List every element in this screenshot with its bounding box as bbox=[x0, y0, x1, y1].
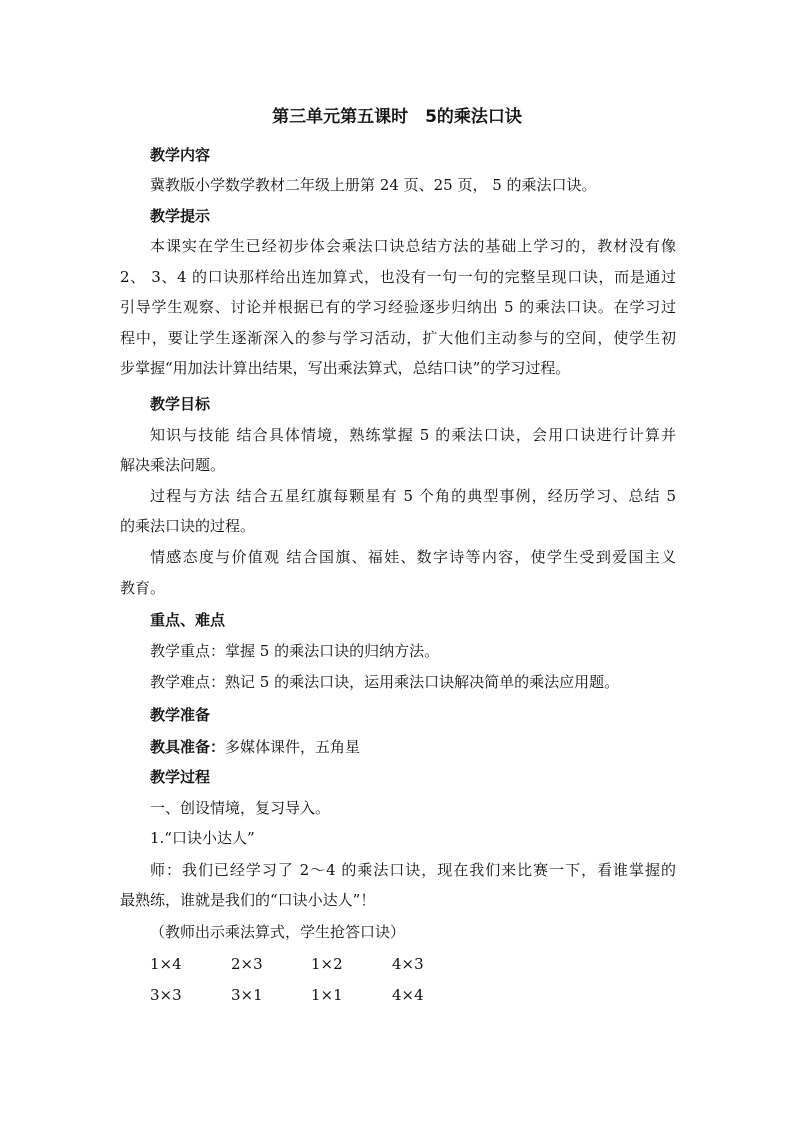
hint-line: 本课实在学生已经初步体会乘法口诀总结方法的基础上学习的，教材没有像 bbox=[150, 237, 676, 255]
hint-line: 程中，要让学生逐渐深入的参与学习活动，扩大他们主动参与的空间，使学生初 bbox=[120, 329, 676, 347]
expression: 4×3 bbox=[392, 955, 424, 973]
prep-label: 教具准备： bbox=[150, 738, 226, 756]
expression: 3×3 bbox=[150, 986, 182, 1004]
expression: 1×1 bbox=[311, 986, 343, 1004]
process-substep: 1.“口诀小达人” bbox=[150, 829, 255, 847]
prep-text: 多媒体课件，五角星 bbox=[225, 738, 361, 756]
teacher-note: （教师出示乘法算式，学生抢答口诀） bbox=[150, 923, 406, 941]
section-heading-goals: 教学目标 bbox=[150, 395, 211, 413]
key-point: 教学重点：掌握 5 的乘法口诀的归纳方法。 bbox=[150, 642, 440, 660]
section-heading-hint: 教学提示 bbox=[150, 207, 211, 225]
goal-emotion-line: 情感态度与价值观 结合国旗、福娃、数字诗等内容，使学生受到爱国主义 bbox=[150, 548, 676, 566]
expression: 2×3 bbox=[231, 955, 263, 973]
expression: 1×2 bbox=[311, 955, 343, 973]
goal-knowledge-line: 知识与技能 结合具体情境，熟练掌握 5 的乘法口诀，会用口诀进行计算并 bbox=[150, 426, 676, 444]
prep-line bbox=[150, 737, 676, 757]
hint-line: 2、 3、4 的口诀那样给出连加算式，也没有一句一句的完整呈现口诀，而是通过 bbox=[120, 268, 676, 286]
goal-emotion-line: 教育。 bbox=[120, 579, 166, 597]
goal-knowledge-line: 解决乘法问题。 bbox=[120, 456, 226, 474]
hint-line: 步掌握“用加法计算出结果，写出乘法算式，总结口诀”的学习过程。 bbox=[120, 359, 571, 377]
content-text: 冀教版小学数学教材二年级上册第 24 页、25 页， 5 的乘法口诀。 bbox=[150, 176, 597, 194]
process-step: 一、创设情境，复习导入。 bbox=[150, 799, 331, 817]
section-heading-content: 教学内容 bbox=[150, 146, 211, 164]
goal-process-line: 过程与方法 结合五星红旗每颗星有 5 个角的典型事例，经历学习、总结 5 bbox=[150, 487, 676, 505]
teacher-line: 最熟练，谁就是我们的“口诀小达人”！ bbox=[120, 891, 376, 909]
expression: 1×4 bbox=[150, 955, 182, 973]
hint-line: 引导学生观察、讨论并根据已有的学习经验逐步归纳出 5 的乘法口诀。在学习过 bbox=[120, 298, 676, 316]
document-title: 第三单元第五课时 5的乘法口诀 bbox=[272, 107, 522, 127]
section-heading-prep: 教学准备 bbox=[150, 706, 211, 724]
section-heading-process: 教学过程 bbox=[150, 768, 211, 786]
expression: 4×4 bbox=[392, 986, 424, 1004]
goal-process-line: 的乘法口诀的过程。 bbox=[120, 517, 256, 535]
teacher-line: 师：我们已经学习了 2～4 的乘法口诀，现在我们来比赛一下，看谁掌握的 bbox=[150, 861, 676, 879]
difficult-point: 教学难点：熟记 5 的乘法口诀，运用乘法口诀解决简单的乘法应用题。 bbox=[150, 673, 620, 691]
expression: 3×1 bbox=[231, 986, 263, 1004]
section-heading-key: 重点、难点 bbox=[150, 611, 226, 629]
